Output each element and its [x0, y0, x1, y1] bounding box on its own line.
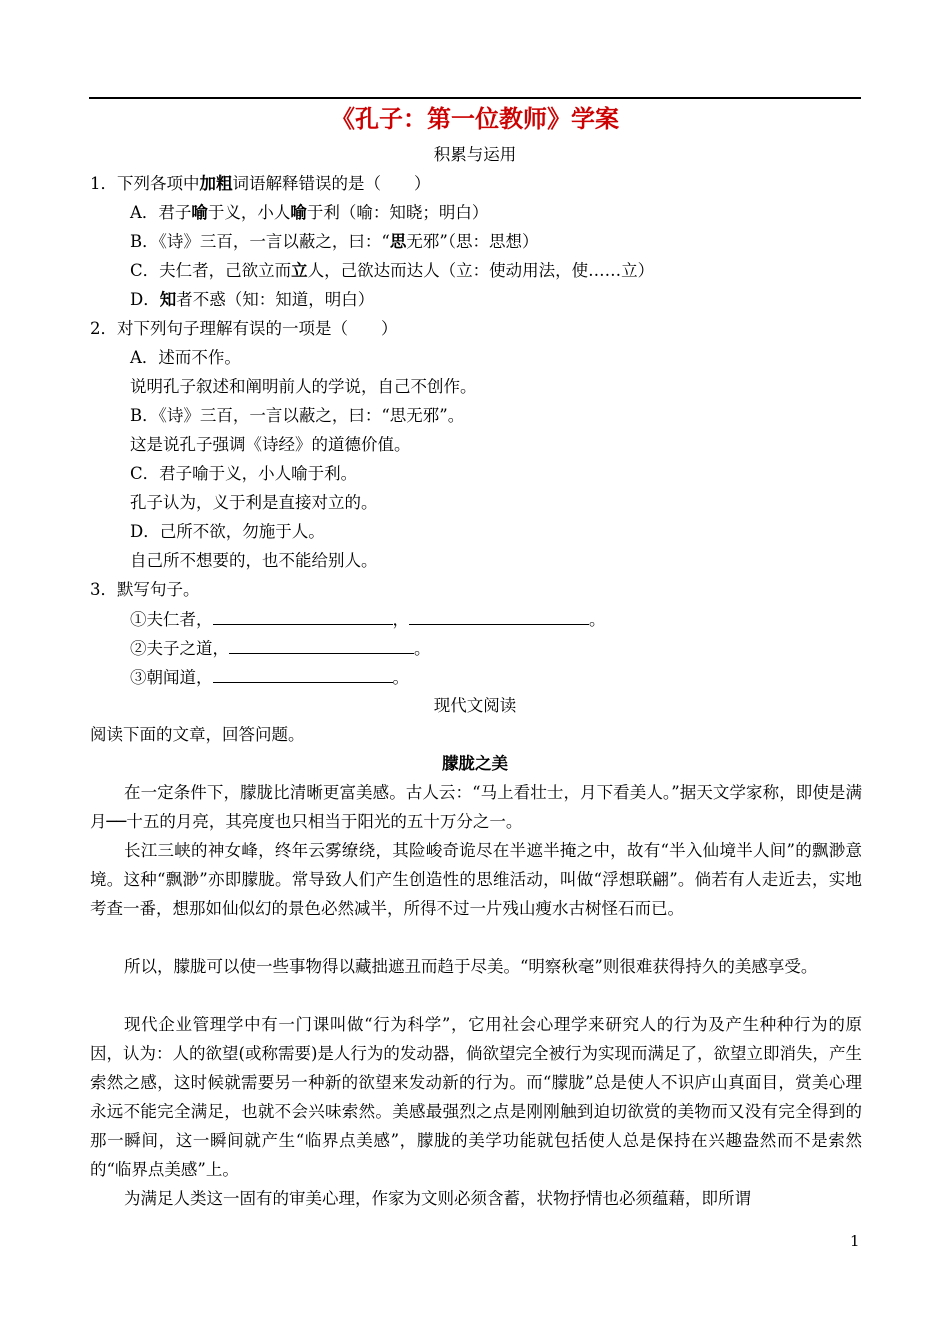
question-2-line: 这是说孔子强调《诗经》的道德价值。 — [130, 435, 411, 454]
question-2-line: C．君子喻于义，小人喻于利。 — [130, 464, 358, 483]
article-paragraph: 现代企业管理学中有一门课叫做“行为科学”，它用社会心理学来研究人的行为及产生种种行为的原因，认为：人的欲望(或称需要)是人行为的发动器，倘欲望完全被行为实现而满足了，欲望立即消失，产生索然之感，这时候就需要另一种新的欲望来发动新的行为。而“朦胧”总是使人不识庐山真面目，赏美心理永远不能完全满足，也就不会兴味索然。美感最强烈之点是刚刚触到迫切欲赏的美物而又没有完全得到的那一瞬间，这一瞬间就产生“临界点美感”，朦胧的美学功能就包括使人总是保持在兴趣盎然而不是索然的“临界点美感”上。 — [90, 1015, 862, 1179]
section-heading-accumulation: 积累与运用 — [433, 145, 517, 164]
question-2-line: 孔子认为，义于利是直接对立的。 — [130, 493, 378, 512]
question-1-stem: 1．下列各项中加粗词语解释错误的是（ ） — [90, 174, 431, 193]
header-rule — [89, 97, 861, 99]
question-3-item-1: ①夫仁者， ， 。 — [130, 610, 606, 629]
article-paragraph: 所以，朦胧可以使一些事物得以藏拙遮丑而趋于尽美。“明察秋毫”则很难获得持久的美感享受。 — [124, 957, 818, 976]
question-3-stem: 3．默写句子。 — [90, 580, 200, 599]
question-3-item-2: ②夫子之道， 。 — [130, 639, 431, 658]
page-title: 《孔子：第一位教师》学案 — [331, 105, 619, 133]
question-2-line: 自己所不想要的，也不能给别人。 — [130, 551, 378, 570]
page-number: 1 — [850, 1232, 860, 1250]
answer-blank[interactable] — [409, 608, 589, 625]
article-paragraph: 为满足人类这一固有的审美心理，作家为文则必须含蓄，状物抒情也必须蕴藉，即所谓 — [124, 1189, 751, 1208]
section-heading-reading: 现代文阅读 — [433, 696, 517, 715]
question-2-line: D．己所不欲，勿施于人。 — [130, 522, 325, 541]
answer-blank[interactable] — [229, 637, 414, 654]
question-1-option-c: C．夫仁者，己欲立而立人，己欲达而达人（立：使动用法，使……立） — [130, 261, 655, 280]
question-2-line: 说明孔子叙述和阐明前人的学说，自己不创作。 — [130, 377, 477, 396]
question-1-option-d: D．知者不惑（知：知道，明白） — [130, 290, 375, 309]
question-3-item-3: ③朝闻道， 。 — [130, 668, 409, 687]
article-paragraph: 长江三峡的神女峰，终年云雾缭绕，其险峻奇诡尽在半遮半掩之中，故有“半入仙境半人间”的飘渺意境。这种“飘渺”亦即朦胧。常导致人们产生创造性的思维活动，叫做“浮想联翩”。倘若有人走近去，实地考查一番，想那如仙似幻的景色必然减半，所得不过一片残山瘦水古树怪石而已。 — [90, 841, 862, 918]
reading-instruction: 阅读下面的文章，回答问题。 — [90, 725, 305, 744]
question-1-option-a: A．君子喻于义，小人喻于利（喻：知晓；明白） — [130, 203, 489, 222]
question-2-line: B．《诗》三百，一言以蔽之，曰：“思无邪”。 — [130, 406, 465, 425]
answer-blank[interactable] — [213, 608, 393, 625]
article-paragraph: 在一定条件下，朦胧比清晰更富美感。古人云：“马上看壮士，月下看美人。”据天文学家称，即使是满月──十五的月亮，其亮度也只相当于阳光的五十万分之一。 — [90, 783, 862, 831]
question-2-stem: 2．对下列句子理解有误的一项是（ ） — [90, 319, 398, 338]
question-1-option-b: B．《诗》三百，一言以蔽之，曰：“思无邪”（思：思想） — [130, 232, 539, 251]
question-2-line: A．述而不作。 — [130, 348, 241, 367]
article-title: 朦胧之美 — [442, 754, 508, 773]
answer-blank[interactable] — [213, 666, 393, 683]
